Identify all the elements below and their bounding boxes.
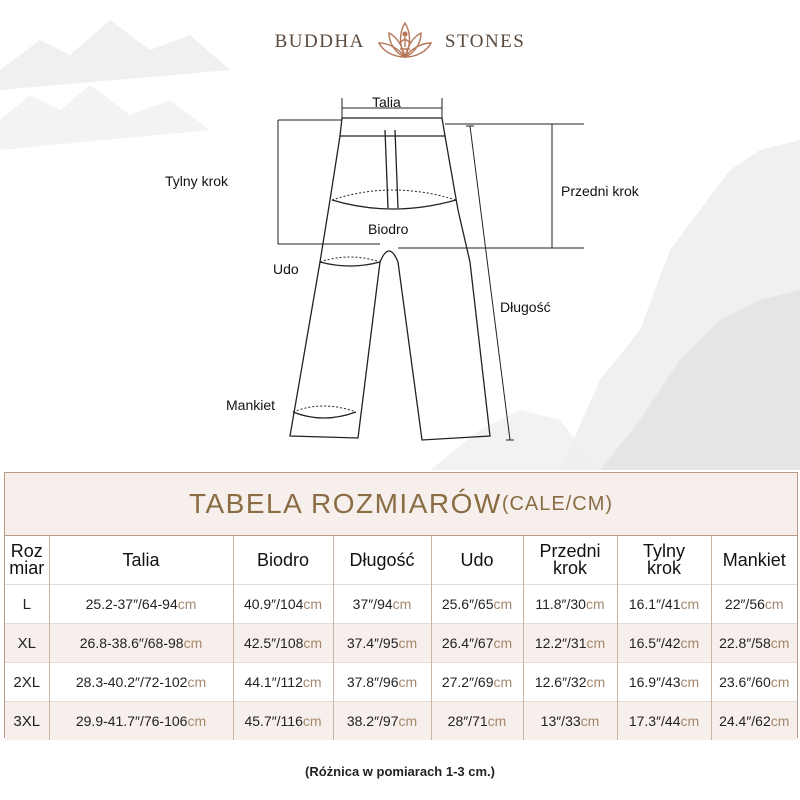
measurement-cell (431, 624, 523, 663)
measurement-cell (233, 624, 333, 663)
measurement-value: 28″/71 (447, 713, 488, 729)
measurement-cell (233, 702, 333, 741)
brand-header (0, 14, 800, 70)
measurement-cell (49, 702, 233, 741)
measurement-cell (711, 702, 797, 741)
pants-outline-illustration (0, 80, 800, 460)
measurement-value: 28.3-40.2″/72-102 (75, 674, 188, 690)
measurement-cell (233, 663, 333, 702)
unit-label: cm (187, 713, 207, 729)
measurement-value: 22.8″/58 (719, 635, 771, 651)
column-header (333, 536, 431, 585)
unit-label: cm (770, 635, 790, 651)
size-cell: XL (5, 624, 49, 663)
table-row (5, 624, 797, 663)
measurement-cell (617, 702, 711, 741)
waist-label: Talia (372, 94, 401, 110)
unit-label: cm (398, 713, 418, 729)
size-cell: 2XL (5, 663, 49, 702)
unit-label: cm (487, 713, 507, 729)
unit-label: cm (493, 674, 513, 690)
table-header-row (5, 536, 797, 585)
measurement-cell (333, 624, 431, 663)
measurement-value: 12.2″/31 (534, 635, 587, 651)
unit-label: cm (302, 713, 322, 729)
column-header-line: Udo (460, 549, 494, 570)
size-cell: 3XL (5, 702, 49, 741)
measurement-cell (49, 585, 233, 624)
measurement-value: 16.5″/42 (628, 635, 681, 651)
cuff-label: Mankiet (226, 397, 276, 413)
measurement-cell (333, 702, 431, 741)
measurement-value: 23.6″/60 (719, 674, 771, 690)
column-header (233, 536, 333, 585)
measurement-cell (523, 702, 617, 741)
unit-label: cm (187, 674, 207, 690)
measurement-value: 16.9″/43 (628, 674, 681, 690)
measurement-value: 44.1″/112 (244, 674, 303, 690)
measurement-value: 42.5″/108 (243, 635, 304, 651)
pants-measurement-diagram (0, 80, 800, 460)
unit-label: cm (493, 635, 513, 651)
measurement-value: 45.7″/116 (244, 713, 303, 729)
measurement-cell (711, 585, 797, 624)
unit-label: cm (177, 596, 197, 612)
measurement-cell (523, 663, 617, 702)
measurement-value: 12.6″/32 (534, 674, 587, 690)
measurement-footnote: (Różnica w pomiarach 1-3 cm.) (305, 764, 495, 779)
unit-label: cm (770, 713, 790, 729)
measurement-cell (333, 585, 431, 624)
measurement-value: 29.9-41.7″/76-106 (75, 713, 188, 729)
unit-label: cm (398, 635, 418, 651)
column-header (5, 536, 49, 585)
column-header-line: Długość (349, 549, 415, 570)
measurement-value: 17.3″/44 (628, 713, 681, 729)
measurement-value: 27.2″/69 (441, 674, 494, 690)
size-table (5, 536, 797, 740)
column-header-line: krok (646, 558, 681, 578)
unit-label: cm (398, 674, 418, 690)
size-chart-title-main: TABELA ROZMIARÓW (188, 488, 502, 519)
measurement-value: 37″/94 (352, 596, 393, 612)
table-row (5, 702, 797, 741)
measurement-value: 13″/33 (540, 713, 581, 729)
unit-label: cm (303, 635, 323, 651)
measurement-value: 25.2-37″/64-94 (85, 596, 178, 612)
column-header-line: Przedni (539, 541, 601, 561)
column-header-line: Mankiet (722, 549, 786, 570)
column-header (49, 536, 233, 585)
unit-label: cm (586, 635, 606, 651)
column-header-line: krok (552, 558, 587, 578)
measurement-value: 22″/56 (724, 596, 765, 612)
unit-label: cm (585, 596, 605, 612)
column-header-line: Tylny (642, 541, 685, 561)
measurement-cell (523, 624, 617, 663)
measurement-cell (49, 663, 233, 702)
brand-right-word: STONES (444, 31, 526, 52)
column-header (523, 536, 617, 585)
measurement-cell (711, 663, 797, 702)
measurement-cell (431, 585, 523, 624)
unit-label: cm (680, 635, 700, 651)
unit-label: cm (770, 674, 790, 690)
unit-label: cm (680, 674, 700, 690)
table-row (5, 663, 797, 702)
thigh-label: Udo (273, 261, 299, 277)
lotus-meditation-logo-icon (375, 17, 435, 67)
measurement-cell (617, 585, 711, 624)
measurement-value: 16.1″/41 (628, 596, 681, 612)
measurement-value: 25.6″/65 (441, 596, 494, 612)
unit-label: cm (680, 713, 700, 729)
unit-label: cm (586, 674, 606, 690)
unit-label: cm (680, 596, 700, 612)
brand-left-word: BUDDHA (274, 31, 365, 52)
column-header-line: Talia (122, 549, 160, 570)
measurement-cell (333, 663, 431, 702)
measurement-value: 24.4″/62 (719, 713, 771, 729)
measurement-value: 37.4″/95 (346, 635, 399, 651)
unit-label: cm (580, 713, 600, 729)
measurement-cell (431, 702, 523, 741)
measurement-value: 11.8″/30 (535, 596, 586, 612)
measurement-cell (711, 624, 797, 663)
column-header-line: miar (9, 558, 45, 578)
measurement-cell (617, 624, 711, 663)
measurement-cell (523, 585, 617, 624)
measurement-value: 26.4″/67 (441, 635, 494, 651)
measurement-value: 38.2″/97 (346, 713, 399, 729)
unit-label: cm (764, 596, 784, 612)
measurement-value: 40.9″/104 (243, 596, 304, 612)
measurement-cell (49, 624, 233, 663)
table-row (5, 585, 797, 624)
column-header (431, 536, 523, 585)
unit-label: cm (183, 635, 203, 651)
hip-label: Biodro (368, 221, 409, 237)
front-rise-label: Przedni krok (561, 183, 639, 199)
unit-label: cm (302, 674, 322, 690)
column-header (617, 536, 711, 585)
measurement-value: 26.8-38.6″/68-98 (79, 635, 184, 651)
size-cell: L (5, 585, 49, 624)
measurement-value: 37.8″/96 (346, 674, 399, 690)
measurement-cell (233, 585, 333, 624)
back-rise-label: Tylny krok (165, 173, 229, 189)
length-label: Długość (500, 299, 551, 315)
size-chart-title (5, 473, 797, 536)
measurement-cell (431, 663, 523, 702)
size-chart-table (4, 472, 798, 738)
unit-label: cm (392, 596, 412, 612)
column-header (711, 536, 797, 585)
measurement-cell (617, 663, 711, 702)
unit-label: cm (303, 596, 323, 612)
column-header-line: Roz (10, 541, 43, 561)
column-header-line: Biodro (256, 549, 310, 570)
size-chart-title-unit: (CALE/CM) (501, 492, 614, 515)
unit-label: cm (493, 596, 513, 612)
